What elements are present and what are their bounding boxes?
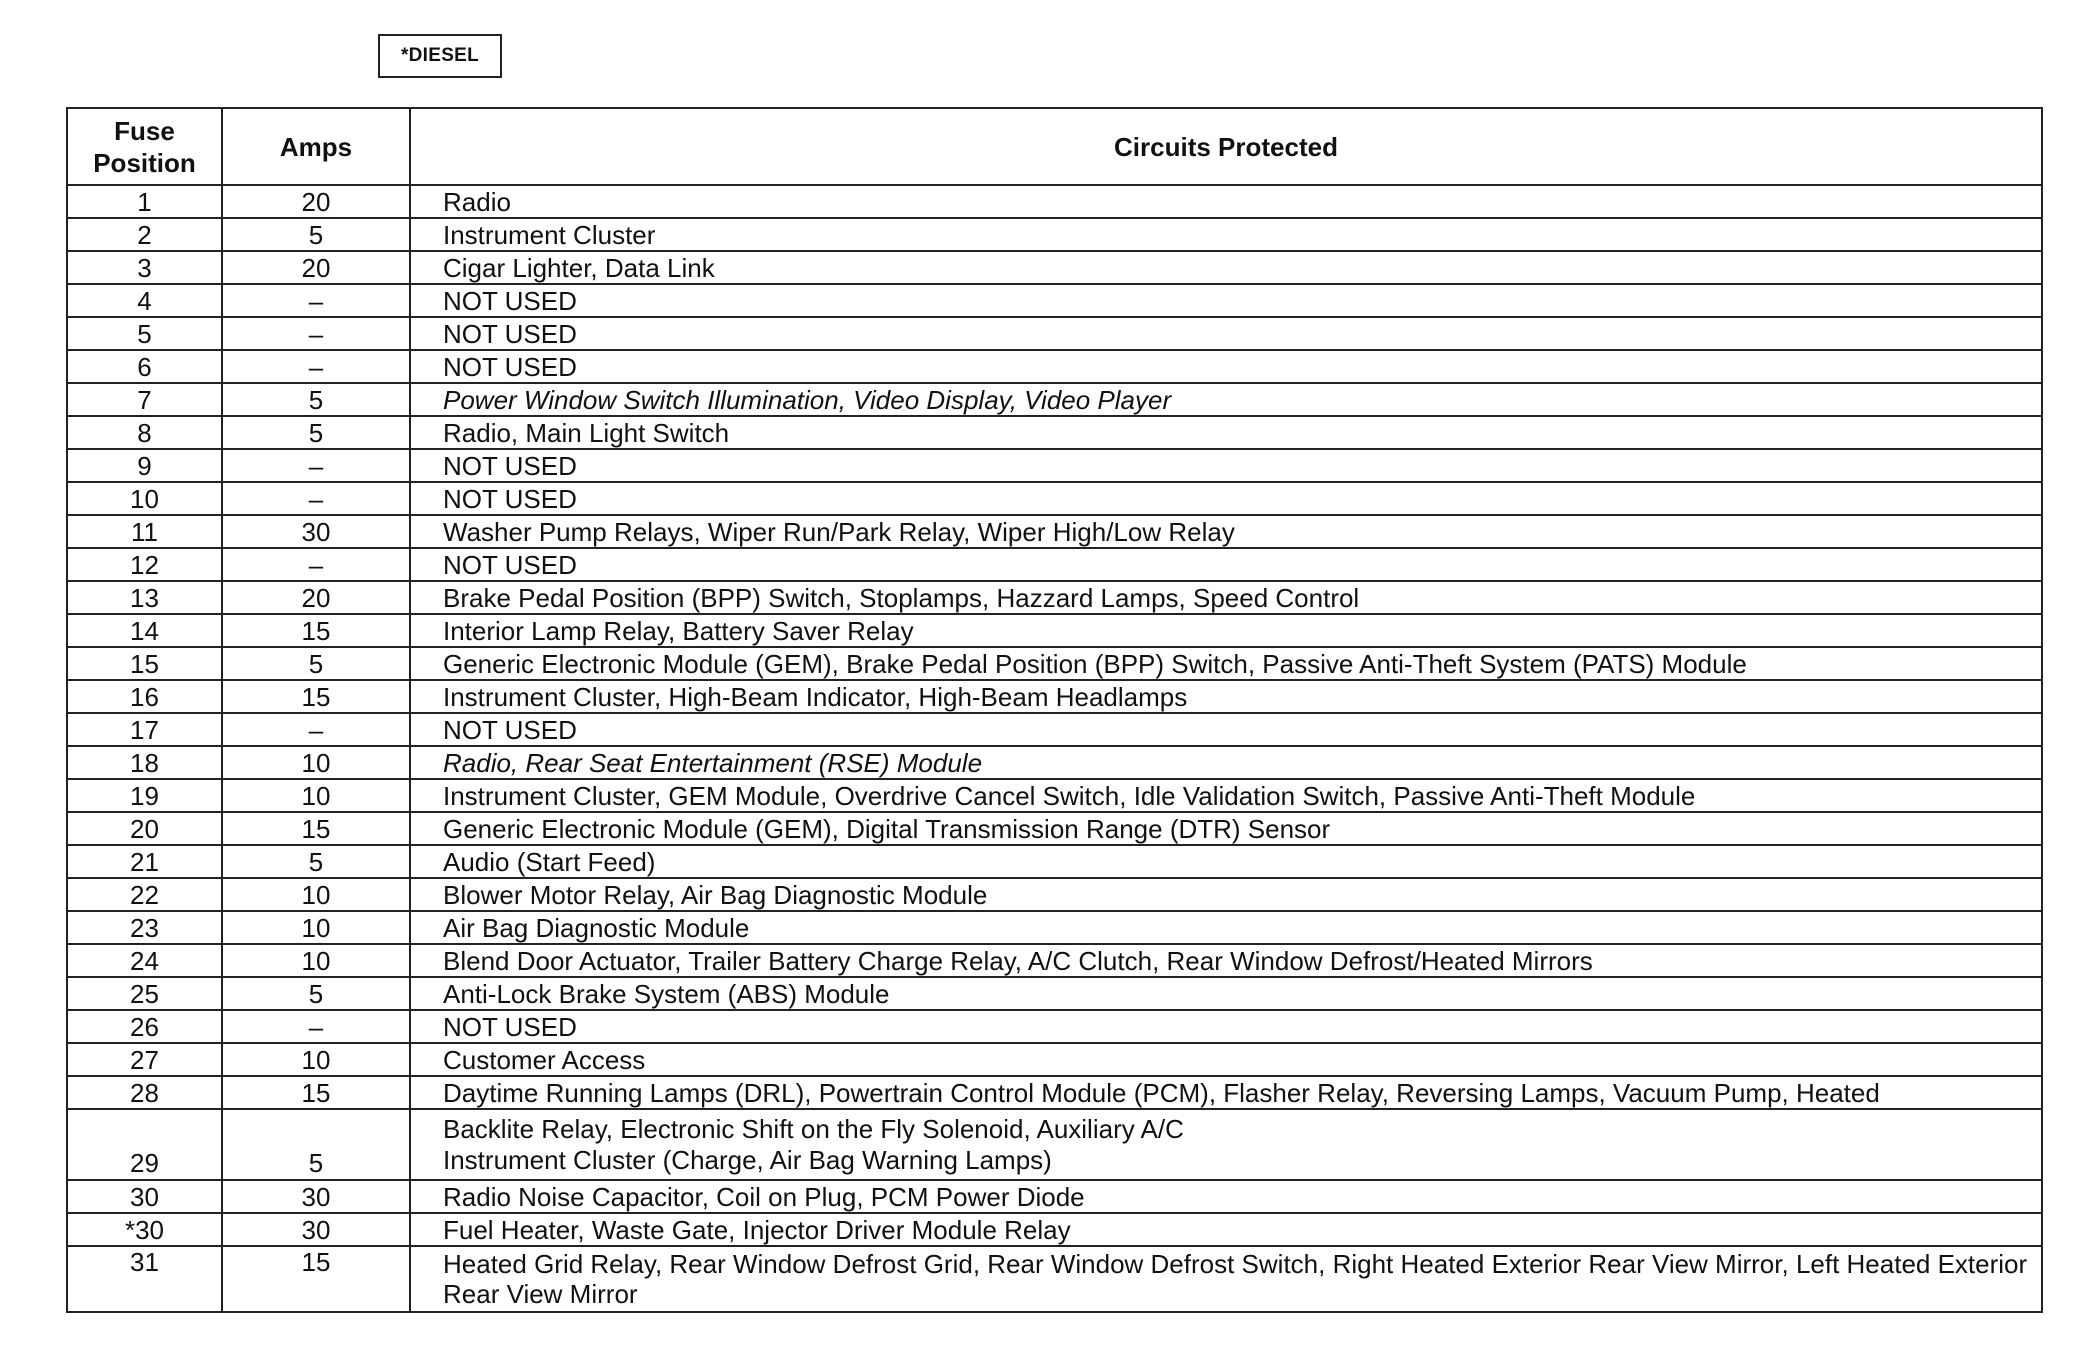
circuits-text: Heated Grid Relay, Rear Window Defrost Grid, Rear Window Defrost Switch, Right Heated Exterior Rear View Mirror, Left Heated Exterior Rear View Mirror — [443, 1249, 2028, 1309]
circuits-text: Interior Lamp Relay, Battery Saver Relay — [443, 615, 914, 646]
amps-text: 15 — [301, 615, 331, 646]
amps-cell — [222, 977, 410, 1010]
amps-cell — [222, 647, 410, 680]
table-row — [67, 944, 2042, 977]
amps-cell — [222, 482, 410, 515]
circuits-text: Radio, Main Light Switch — [443, 417, 730, 448]
amps-cell — [222, 779, 410, 812]
fuse-position-cell — [67, 713, 222, 746]
circuits-text: NOT USED — [443, 1011, 577, 1042]
fuse-position-cell — [67, 944, 222, 977]
table-row — [67, 317, 2042, 350]
table-row — [67, 449, 2042, 482]
fuse-position-cell — [67, 812, 222, 845]
circuits-cell — [410, 713, 2042, 746]
table-row — [67, 680, 2042, 713]
amps-cell — [222, 383, 410, 416]
table-row — [67, 1213, 2042, 1246]
circuits-cell — [410, 350, 2042, 383]
fuse-position-text: 16 — [130, 681, 159, 712]
table-row — [67, 878, 2042, 911]
amps-cell — [222, 416, 410, 449]
fuse-position-text: 11 — [131, 516, 158, 547]
amps-cell — [222, 845, 410, 878]
circuits-text: NOT USED — [443, 351, 577, 382]
circuits-cell — [410, 944, 2042, 977]
fuse-position-cell — [67, 680, 222, 713]
circuits-text: NOT USED — [443, 285, 577, 316]
circuits-text: Radio Noise Capacitor, Coil on Plug, PCM Power Diode — [443, 1181, 1085, 1212]
amps-text: – — [308, 318, 324, 349]
fuse-position-text: 4 — [137, 285, 152, 316]
fuse-position-text: 22 — [130, 879, 159, 910]
table-body — [67, 185, 2042, 1312]
amps-text: 20 — [301, 582, 331, 613]
circuits-cell — [410, 1213, 2042, 1246]
amps-text: 5 — [308, 219, 324, 250]
fuse-position-text: 29 — [130, 1148, 159, 1178]
circuits-cell — [410, 878, 2042, 911]
circuits-cell — [410, 284, 2042, 317]
fuse-position-text: 3 — [137, 252, 152, 283]
fuse-position-cell — [67, 647, 222, 680]
amps-cell — [222, 746, 410, 779]
circuits-cell — [410, 614, 2042, 647]
fuse-position-text: 15 — [130, 648, 159, 679]
fuse-position-text: 5 — [137, 318, 152, 349]
fuse-position-cell — [67, 1246, 222, 1312]
amps-cell — [222, 515, 410, 548]
circuits-cell — [410, 1043, 2042, 1076]
fuse-position-cell — [67, 779, 222, 812]
amps-text: 30 — [301, 1214, 331, 1245]
circuits-text: Audio (Start Feed) — [443, 846, 656, 877]
table-row — [67, 284, 2042, 317]
amps-text: 10 — [301, 945, 331, 976]
amps-text: 5 — [308, 978, 324, 1009]
fuse-table — [66, 107, 2043, 1313]
fuse-position-text: 25 — [130, 978, 159, 1009]
fuse-position-header: Fuse Position — [67, 108, 222, 185]
fuse-position-text: 7 — [137, 384, 152, 415]
circuits-cell — [410, 845, 2042, 878]
amps-cell — [222, 1076, 410, 1109]
circuits-cell — [410, 1109, 2042, 1180]
table-row — [67, 1076, 2042, 1109]
circuits-header: Circuits Protected — [410, 108, 2042, 185]
fuse-position-text: 2 — [137, 219, 152, 250]
circuits-text: NOT USED — [443, 714, 577, 745]
table-row — [67, 1109, 2042, 1180]
amps-cell — [222, 713, 410, 746]
fuse-position-text: 31 — [130, 1247, 159, 1277]
amps-text: 30 — [301, 516, 331, 547]
amps-cell — [222, 581, 410, 614]
fuse-position-cell — [67, 977, 222, 1010]
circuits-cell — [410, 779, 2042, 812]
amps-cell — [222, 317, 410, 350]
circuits-cell — [410, 185, 2042, 218]
fuse-position-cell — [67, 251, 222, 284]
fuse-position-text: 30 — [130, 1181, 159, 1212]
amps-text: 15 — [301, 1247, 331, 1277]
fuse-position-text: 20 — [130, 813, 159, 844]
amps-cell — [222, 878, 410, 911]
table-row — [67, 548, 2042, 581]
fuse-position-text: 18 — [130, 747, 159, 778]
circuits-text: Daytime Running Lamps (DRL), Powertrain Control Module (PCM), Flasher Relay, Reversing Lamps, Vacuum Pump, Heated — [443, 1077, 1880, 1108]
circuits-cell — [410, 911, 2042, 944]
fuse-position-text: *30 — [124, 1214, 165, 1245]
circuits-text: Blower Motor Relay, Air Bag Diagnostic Module — [443, 879, 988, 910]
amps-text: – — [308, 483, 324, 514]
amps-text: 5 — [308, 648, 324, 679]
fuse-position-cell — [67, 1180, 222, 1213]
fuse-position-text: 19 — [130, 780, 159, 811]
circuits-cell — [410, 383, 2042, 416]
table-row — [67, 1010, 2042, 1043]
table-row — [67, 911, 2042, 944]
amps-text: 15 — [301, 681, 331, 712]
circuits-text: Generic Electronic Module (GEM), Brake Pedal Position (BPP) Switch, Passive Anti-Theft System (PATS) Module — [443, 648, 1747, 679]
table-row — [67, 218, 2042, 251]
circuits-cell — [410, 1010, 2042, 1043]
circuits-cell — [410, 1180, 2042, 1213]
amps-cell — [222, 812, 410, 845]
amps-text: 5 — [308, 384, 324, 415]
fuse-position-text: 10 — [130, 483, 159, 514]
table-row — [67, 1043, 2042, 1076]
circuits-cell — [410, 218, 2042, 251]
table-row — [67, 383, 2042, 416]
table-row — [67, 812, 2042, 845]
circuits-text: Anti-Lock Brake System (ABS) Module — [443, 978, 890, 1009]
table-row — [67, 845, 2042, 878]
amps-cell — [222, 218, 410, 251]
circuits-text: Fuel Heater, Waste Gate, Injector Driver Module Relay — [443, 1214, 1071, 1245]
table-row — [67, 713, 2042, 746]
amps-text: – — [308, 714, 324, 745]
fuse-position-text: 13 — [130, 582, 159, 613]
circuits-text: Washer Pump Relays, Wiper Run/Park Relay, Wiper High/Low Relay — [443, 516, 1235, 547]
circuits-text: Air Bag Diagnostic Module — [443, 912, 750, 943]
fuse-position-cell — [67, 548, 222, 581]
fuse-position-cell — [67, 1010, 222, 1043]
amps-cell — [222, 1213, 410, 1246]
fuse-position-cell — [67, 284, 222, 317]
fuse-position-text: 21 — [130, 846, 159, 877]
circuits-cell — [410, 548, 2042, 581]
fuse-position-cell — [67, 416, 222, 449]
header-row — [67, 108, 2042, 185]
amps-text: 5 — [308, 417, 324, 448]
circuits-cell — [410, 482, 2042, 515]
fuse-position-cell — [67, 185, 222, 218]
fuse-position-cell — [67, 449, 222, 482]
circuits-text: Radio, Rear Seat Entertainment (RSE) Module — [443, 747, 983, 778]
circuits-text: Blend Door Actuator, Trailer Battery Charge Relay, A/C Clutch, Rear Window Defrost/Heated Mirrors — [443, 945, 1593, 976]
circuits-text: Instrument Cluster, High-Beam Indicator, High-Beam Headlamps — [443, 681, 1188, 712]
table-row — [67, 482, 2042, 515]
table-row — [67, 1246, 2042, 1312]
fuse-position-cell — [67, 746, 222, 779]
fuse-position-cell — [67, 482, 222, 515]
circuits-cell — [410, 977, 2042, 1010]
circuits-text: NOT USED — [443, 483, 577, 514]
table-row — [67, 614, 2042, 647]
circuits-cell — [410, 680, 2042, 713]
amps-text: 10 — [301, 879, 331, 910]
table-row — [67, 185, 2042, 218]
fuse-position-text: 28 — [130, 1077, 159, 1108]
fuse-position-cell — [67, 614, 222, 647]
amps-cell — [222, 944, 410, 977]
amps-text: 5 — [308, 846, 324, 877]
circuits-cell — [410, 449, 2042, 482]
circuits-cell — [410, 317, 2042, 350]
fuse-position-text: 17 — [130, 714, 159, 745]
amps-text: 20 — [301, 252, 331, 283]
amps-cell — [222, 449, 410, 482]
fuse-position-cell — [67, 1043, 222, 1076]
circuits-text: Instrument Cluster, GEM Module, Overdrive Cancel Switch, Idle Validation Switch, Passive Anti-Theft Module — [443, 780, 1696, 811]
table-row — [67, 977, 2042, 1010]
fuse-position-text: 12 — [130, 549, 159, 580]
table-row — [67, 581, 2042, 614]
amps-text: 10 — [301, 912, 331, 943]
amps-cell — [222, 614, 410, 647]
table-row — [67, 515, 2042, 548]
fuse-position-text: 26 — [130, 1011, 159, 1042]
circuits-text: Brake Pedal Position (BPP) Switch, Stoplamps, Hazzard Lamps, Speed Control — [443, 582, 1360, 613]
amps-text: – — [308, 285, 324, 316]
amps-text: 30 — [301, 1181, 331, 1212]
table-row — [67, 350, 2042, 383]
circuits-text-line-1: Backlite Relay, Electronic Shift on the Fly Solenoid, Auxiliary A/C — [443, 1113, 1184, 1144]
circuits-cell — [410, 251, 2042, 284]
amps-text: – — [308, 450, 324, 481]
fuse-position-cell — [67, 218, 222, 251]
fuse-position-text: 6 — [137, 351, 152, 382]
amps-text: 10 — [301, 747, 331, 778]
table-row — [67, 251, 2042, 284]
fuse-position-text: 8 — [137, 417, 152, 448]
amps-text: 20 — [301, 186, 331, 217]
amps-text: 15 — [301, 813, 331, 844]
fuse-position-text: 23 — [130, 912, 159, 943]
circuits-text: Instrument Cluster — [443, 219, 656, 250]
circuits-text: Customer Access — [443, 1044, 646, 1075]
circuits-text: Radio — [443, 186, 511, 217]
amps-cell — [222, 680, 410, 713]
circuits-text: NOT USED — [443, 549, 577, 580]
amps-text: 5 — [308, 1148, 324, 1178]
fuse-position-text: 27 — [130, 1044, 159, 1075]
circuits-text: Generic Electronic Module (GEM), Digital Transmission Range (DTR) Sensor — [443, 813, 1331, 844]
table-row — [67, 647, 2042, 680]
table-row — [67, 416, 2042, 449]
amps-cell — [222, 548, 410, 581]
amps-text: 10 — [301, 1044, 331, 1075]
fuse-position-cell — [67, 911, 222, 944]
fuse-position-cell — [67, 1213, 222, 1246]
fuse-position-text: 24 — [130, 945, 159, 976]
amps-cell — [222, 1180, 410, 1213]
amps-cell — [222, 284, 410, 317]
table-row — [67, 1180, 2042, 1213]
fuse-position-cell — [67, 515, 222, 548]
amps-cell — [222, 185, 410, 218]
amps-header: Amps — [222, 108, 410, 185]
fuse-position-cell — [67, 1109, 222, 1180]
amps-cell — [222, 911, 410, 944]
fuse-position-cell — [67, 878, 222, 911]
table-row — [67, 746, 2042, 779]
fuse-position-cell — [67, 581, 222, 614]
circuits-cell — [410, 416, 2042, 449]
circuits-text: NOT USED — [443, 450, 577, 481]
amps-text: 15 — [301, 1077, 331, 1108]
fuse-position-text: 1 — [137, 186, 152, 217]
amps-text: 10 — [301, 780, 331, 811]
circuits-cell — [410, 647, 2042, 680]
circuits-cell — [410, 812, 2042, 845]
amps-text: – — [308, 549, 324, 580]
amps-cell — [222, 350, 410, 383]
circuits-cell — [410, 515, 2042, 548]
circuits-text: Power Window Switch Illumination, Video Display, Video Player — [443, 384, 1172, 415]
diesel-note-label: *DIESEL — [400, 45, 480, 66]
fuse-position-cell — [67, 845, 222, 878]
amps-cell — [222, 251, 410, 284]
amps-cell — [222, 1043, 410, 1076]
circuits-cell — [410, 1076, 2042, 1109]
table-row — [67, 779, 2042, 812]
amps-cell — [222, 1246, 410, 1312]
amps-text: – — [308, 351, 324, 382]
amps-cell — [222, 1109, 410, 1180]
circuits-cell — [410, 746, 2042, 779]
amps-cell — [222, 1010, 410, 1043]
fuse-position-cell — [67, 350, 222, 383]
fuse-position-text: 14 — [130, 615, 159, 646]
circuits-cell — [410, 581, 2042, 614]
fuse-position-cell — [67, 383, 222, 416]
amps-text: – — [308, 1011, 324, 1042]
circuits-text-line-2: Instrument Cluster (Charge, Air Bag Warning Lamps) — [443, 1144, 1052, 1175]
fuse-position-text: 9 — [137, 450, 152, 481]
circuits-text: Cigar Lighter, Data Link — [443, 252, 715, 283]
table-header — [67, 108, 2042, 185]
diesel-note-box — [378, 34, 502, 78]
circuits-cell — [410, 1246, 2042, 1312]
fuse-position-cell — [67, 1076, 222, 1109]
circuits-text: NOT USED — [443, 318, 577, 349]
fuse-position-cell — [67, 317, 222, 350]
